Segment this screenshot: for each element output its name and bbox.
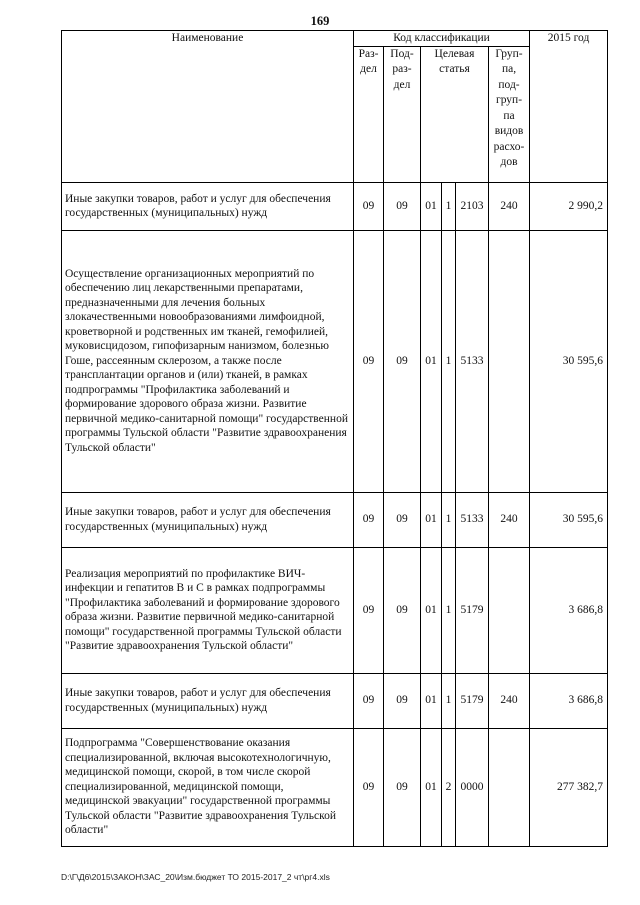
row-amount: 277 382,7 — [530, 728, 608, 846]
row-name: Иные закупки товаров, работ и услуг для обеспечения государственных (муниципальных) нужд — [62, 673, 354, 728]
header-target-label: Целевая статья — [434, 47, 475, 75]
row-target-3: 5179 — [456, 547, 489, 673]
row-name: Реализация мероприятий по профилактике ВИЧ-инфекции и гепатитов В и С в рамках подпрограммы "Профилактика заболеваний и формирование здорового образа жизни. Развитие первичной медико-санитарной помощи" государственной программы Тульской области "Развитие здравоохранения Тульской области" — [62, 547, 354, 673]
row-target-2: 1 — [442, 230, 456, 492]
row-group: 240 — [489, 182, 530, 230]
row-group: 240 — [489, 673, 530, 728]
row-razdel: 09 — [354, 547, 384, 673]
row-target-3: 5133 — [456, 492, 489, 547]
row-group — [489, 728, 530, 846]
file-path-footer: D:\Г\Д6\2015\ЗАКОН\ЗАС_20\Изм.бюджет ТО 2015-2017_2 чт\рг4.xls — [61, 872, 330, 882]
row-group: 240 — [489, 492, 530, 547]
row-target-2: 1 — [442, 547, 456, 673]
row-target-1: 01 — [421, 547, 442, 673]
row-group — [489, 547, 530, 673]
row-razdel: 09 — [354, 728, 384, 846]
row-name: Иные закупки товаров, работ и услуг для обеспечения государственных (муниципальных) нужд — [62, 182, 354, 230]
row-razdel: 09 — [354, 182, 384, 230]
header-razdel-label: Раз- дел — [358, 47, 379, 75]
row-target-1: 01 — [421, 230, 442, 492]
table-body — [62, 182, 608, 846]
row-podrazdel: 09 — [384, 182, 421, 230]
header-razdel — [354, 46, 384, 182]
row-razdel: 09 — [354, 673, 384, 728]
row-amount: 2 990,2 — [530, 182, 608, 230]
row-amount: 30 595,6 — [530, 230, 608, 492]
row-target-2: 1 — [442, 673, 456, 728]
row-amount: 30 595,6 — [530, 492, 608, 547]
row-group — [489, 230, 530, 492]
header-group — [489, 46, 530, 182]
table-row — [62, 547, 608, 673]
row-target-3: 5179 — [456, 673, 489, 728]
row-target-3: 0000 — [456, 728, 489, 846]
header-podrazdel — [384, 46, 421, 182]
row-podrazdel: 09 — [384, 547, 421, 673]
row-name: Иные закупки товаров, работ и услуг для обеспечения государственных (муниципальных) нужд — [62, 492, 354, 547]
row-razdel: 09 — [354, 492, 384, 547]
header-podrazdel-label: Под- раз- дел — [390, 47, 414, 91]
row-target-2: 1 — [442, 182, 456, 230]
header-target — [421, 46, 489, 182]
table-row — [62, 182, 608, 230]
row-target-1: 01 — [421, 728, 442, 846]
table-row — [62, 728, 608, 846]
header-name: Наименование — [62, 31, 354, 183]
row-podrazdel: 09 — [384, 230, 421, 492]
table-row — [62, 673, 608, 728]
row-target-3: 5133 — [456, 230, 489, 492]
row-target-2: 1 — [442, 492, 456, 547]
row-target-3: 2103 — [456, 182, 489, 230]
row-amount: 3 686,8 — [530, 673, 608, 728]
table-row — [62, 230, 608, 492]
header-year: 2015 год — [530, 31, 608, 183]
row-podrazdel: 09 — [384, 673, 421, 728]
page-number: 169 — [310, 14, 330, 28]
row-target-1: 01 — [421, 673, 442, 728]
row-podrazdel: 09 — [384, 492, 421, 547]
row-target-1: 01 — [421, 182, 442, 230]
row-target-1: 01 — [421, 492, 442, 547]
row-razdel: 09 — [354, 230, 384, 492]
row-name: Подпрограмма "Совершенствование оказания специализированной, включая высокотехнологичную, медицинской помощи, скорой, в том числе скорой специализированной, медицинской помощи, медицинской эвакуации" государственной программы Тульской области "Развитие здравоохранения Тульской области" — [62, 728, 354, 846]
budget-table — [61, 30, 608, 847]
header-classification: Код классификации — [354, 31, 530, 47]
row-target-2: 2 — [442, 728, 456, 846]
table-row — [62, 492, 608, 547]
row-podrazdel: 09 — [384, 728, 421, 846]
row-name: Осуществление организационных мероприятий по обеспечению лиц лекарственными препаратами, предназначенными для лечения больных злокачественными новообразованиями лимфоидной, кроветворной и родственных им тканей, гемофилией, муковисцидозом, гипофизарным нанизмом, болезнью Гоше, рассеянным склерозом, а также после трансплантации органов и (или) тканей, в рамках подпрограммы "Профилактика заболеваний и формирование здорового образа жизни. Развитие первичной медико-санитарной помощи" государственной программы Тульской области "Развитие здравоохранения Тульской области" — [62, 230, 354, 492]
row-amount: 3 686,8 — [530, 547, 608, 673]
header-group-label: Груп- па, под- груп- па видов расхо- дов — [493, 47, 525, 168]
